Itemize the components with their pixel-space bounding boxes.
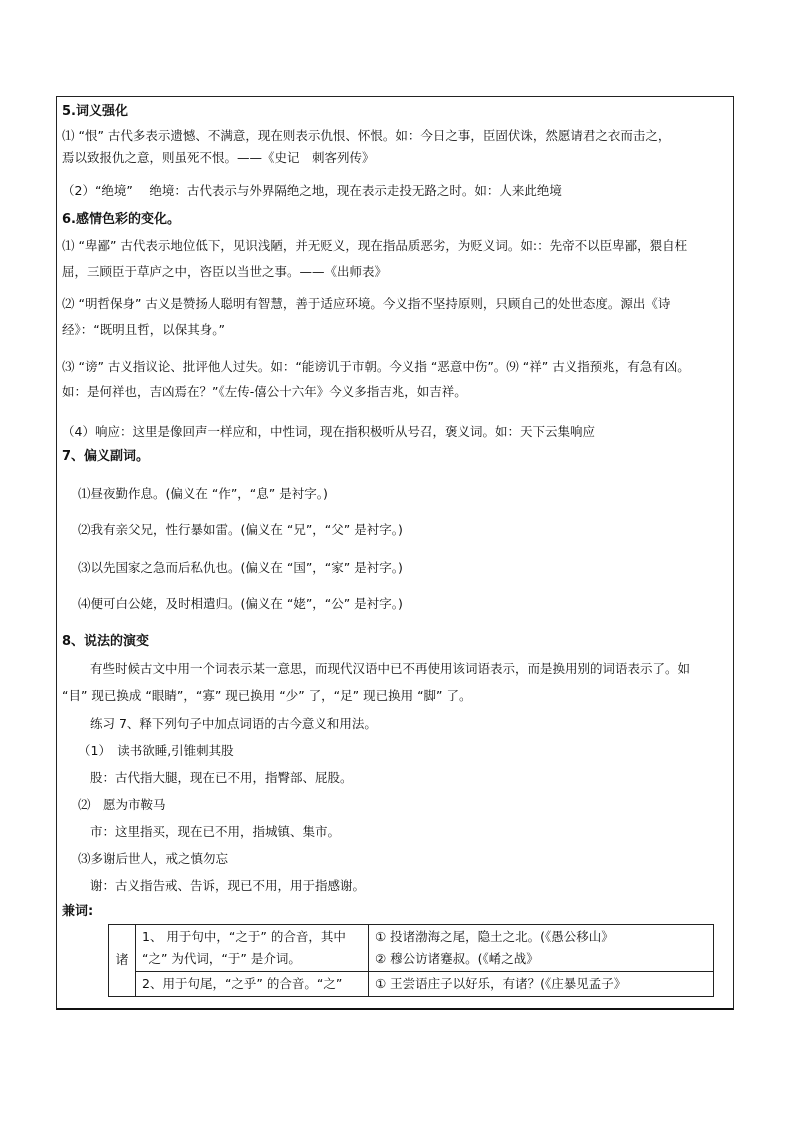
s7-item-3: ⑶以先国家之急而后私仇也。(偏义在 “国”，“家” 是衬字。) [78,560,403,575]
section-7-heading: 7、偏义副词。 [62,449,150,464]
s5-item2: （2）“绝境” 绝境：古代表示与外界隔绝之地，现在表示走投无路之时。如：人来此绝境 [62,183,562,198]
row2-usage-line1: 2、用于句尾，“之乎” 的合音。“之” [142,976,343,991]
s6-item1-line1: ⑴ “卑鄙” 古代表示地位低下，见识浅陋，并无贬义，现在指品质恶劣，为贬义词。如:：先帝不以臣卑鄙，猥自枉 [62,238,688,253]
section-5-heading: 5.词义强化 [62,104,128,119]
row1-usage-line1: 1、 用于句中，“之于” 的合音，其中 [142,929,346,944]
s6-item3-line1: ⑶ “谤” 古义指议论、批评他人过失。如：“能谤讥于市朝。今义指 “恶意中伤”。⑼ “祥” 古义指预兆，有急有凶。 [62,359,690,374]
jianci-label: 兼词: [62,904,94,919]
s7-item-2: ⑵我有亲父兄，性行暴如雷。(偏义在 “兄”，“父” 是衬字。) [78,522,403,537]
jianci-char: 诸 [109,925,136,997]
row1-example-2: ② 穆公访诸蹇叔。(《崤之战》 [375,951,539,966]
s8-para-line1: 有些时候古文中用一个词表示某一意思，而现代汉语中已不再使用该词语表示，而是换用别的词语表示了。如 [90,661,691,676]
row1-examples [369,925,714,972]
s6-item2-line1: ⑵ “明哲保身” 古义是赞扬人聪明有智慧，善于适应环境。今义指不坚持原则，只顾自己的处世态度。源出《诗 [62,296,671,311]
s5-item1-line1: ⑴ “恨” 古代多表示遗憾、不满意，现在则表示仇恨、怀恨。如：今日之事，臣固伏诛，然愿请君之衣而击之， [62,128,671,143]
s7-item-1: ⑴昼夜勤作息。(偏义在 “作”，“息” 是衬字。) [78,486,328,501]
row2-usage [136,972,369,997]
section-8-heading: 8、说法的演变 [62,634,150,649]
row2-examples [369,972,714,997]
page-frame [56,96,734,1010]
s8-a2: 市：这里指买，现在已不用，指城镇、集市。 [90,824,341,839]
s8-q1: （1） 读书欲睡,引锥刺其股 [78,743,234,758]
table-row [109,972,714,997]
s8-para-line2: “目” 现已换成 “眼睛”，“寡” 现已换用 “少” 了，“足” 现已换用 “脚” 了。 [62,688,472,703]
s8-a3: 谢：古义指告戒、告诉，现已不用，用于指感谢。 [90,878,366,893]
s8-q3: ⑶多谢后世人，戒之慎勿忘 [78,851,229,866]
row1-usage-line2: “之” 为代词，“于” 是介词。 [142,951,301,966]
s8-a1: 股：古代指大腿，现在已不用，指臀部、屁股。 [90,770,353,785]
section-6-heading: 6.感情色彩的变化。 [62,212,180,227]
row2-example-1: ① 王尝语庄子以好乐，有诸？(《庄暴见孟子》 [375,976,627,991]
s8-exercise: 练习 7、释下列句子中加点词语的古今意义和用法。 [90,716,377,731]
s8-q2: ⑵ 愿为市鞍马 [78,797,166,812]
s6-item2-line2: 经》：“既明且哲，以保其身。” [62,322,225,337]
s7-item-4: ⑷便可白公姥，及时相遣归。(偏义在 “姥”，“公” 是衬字。) [78,596,403,611]
jianci-table [108,924,714,997]
table-row [109,925,714,972]
s6-item4: （4）响应：这里是像回声一样应和，中性词，现在指积极听从号召，褒义词。如：天下云集响应 [62,424,595,439]
s6-item3-line2: 如：是何祥也，吉凶焉在？”《左传-僖公十六年》今义多指吉兆，如吉祥。 [62,384,467,399]
s5-item1-line2: 焉以致报仇之意，则虽死不恨。——《史记 刺客列传》 [62,150,375,165]
row1-example-1: ① 投诸渤海之尾，隐土之北。(《愚公移山》 [375,929,614,944]
s6-item1-line2: 屈，三顾臣于草庐之中，咨臣以当世之事。——《出师表》 [62,264,388,279]
row1-usage [136,925,369,972]
